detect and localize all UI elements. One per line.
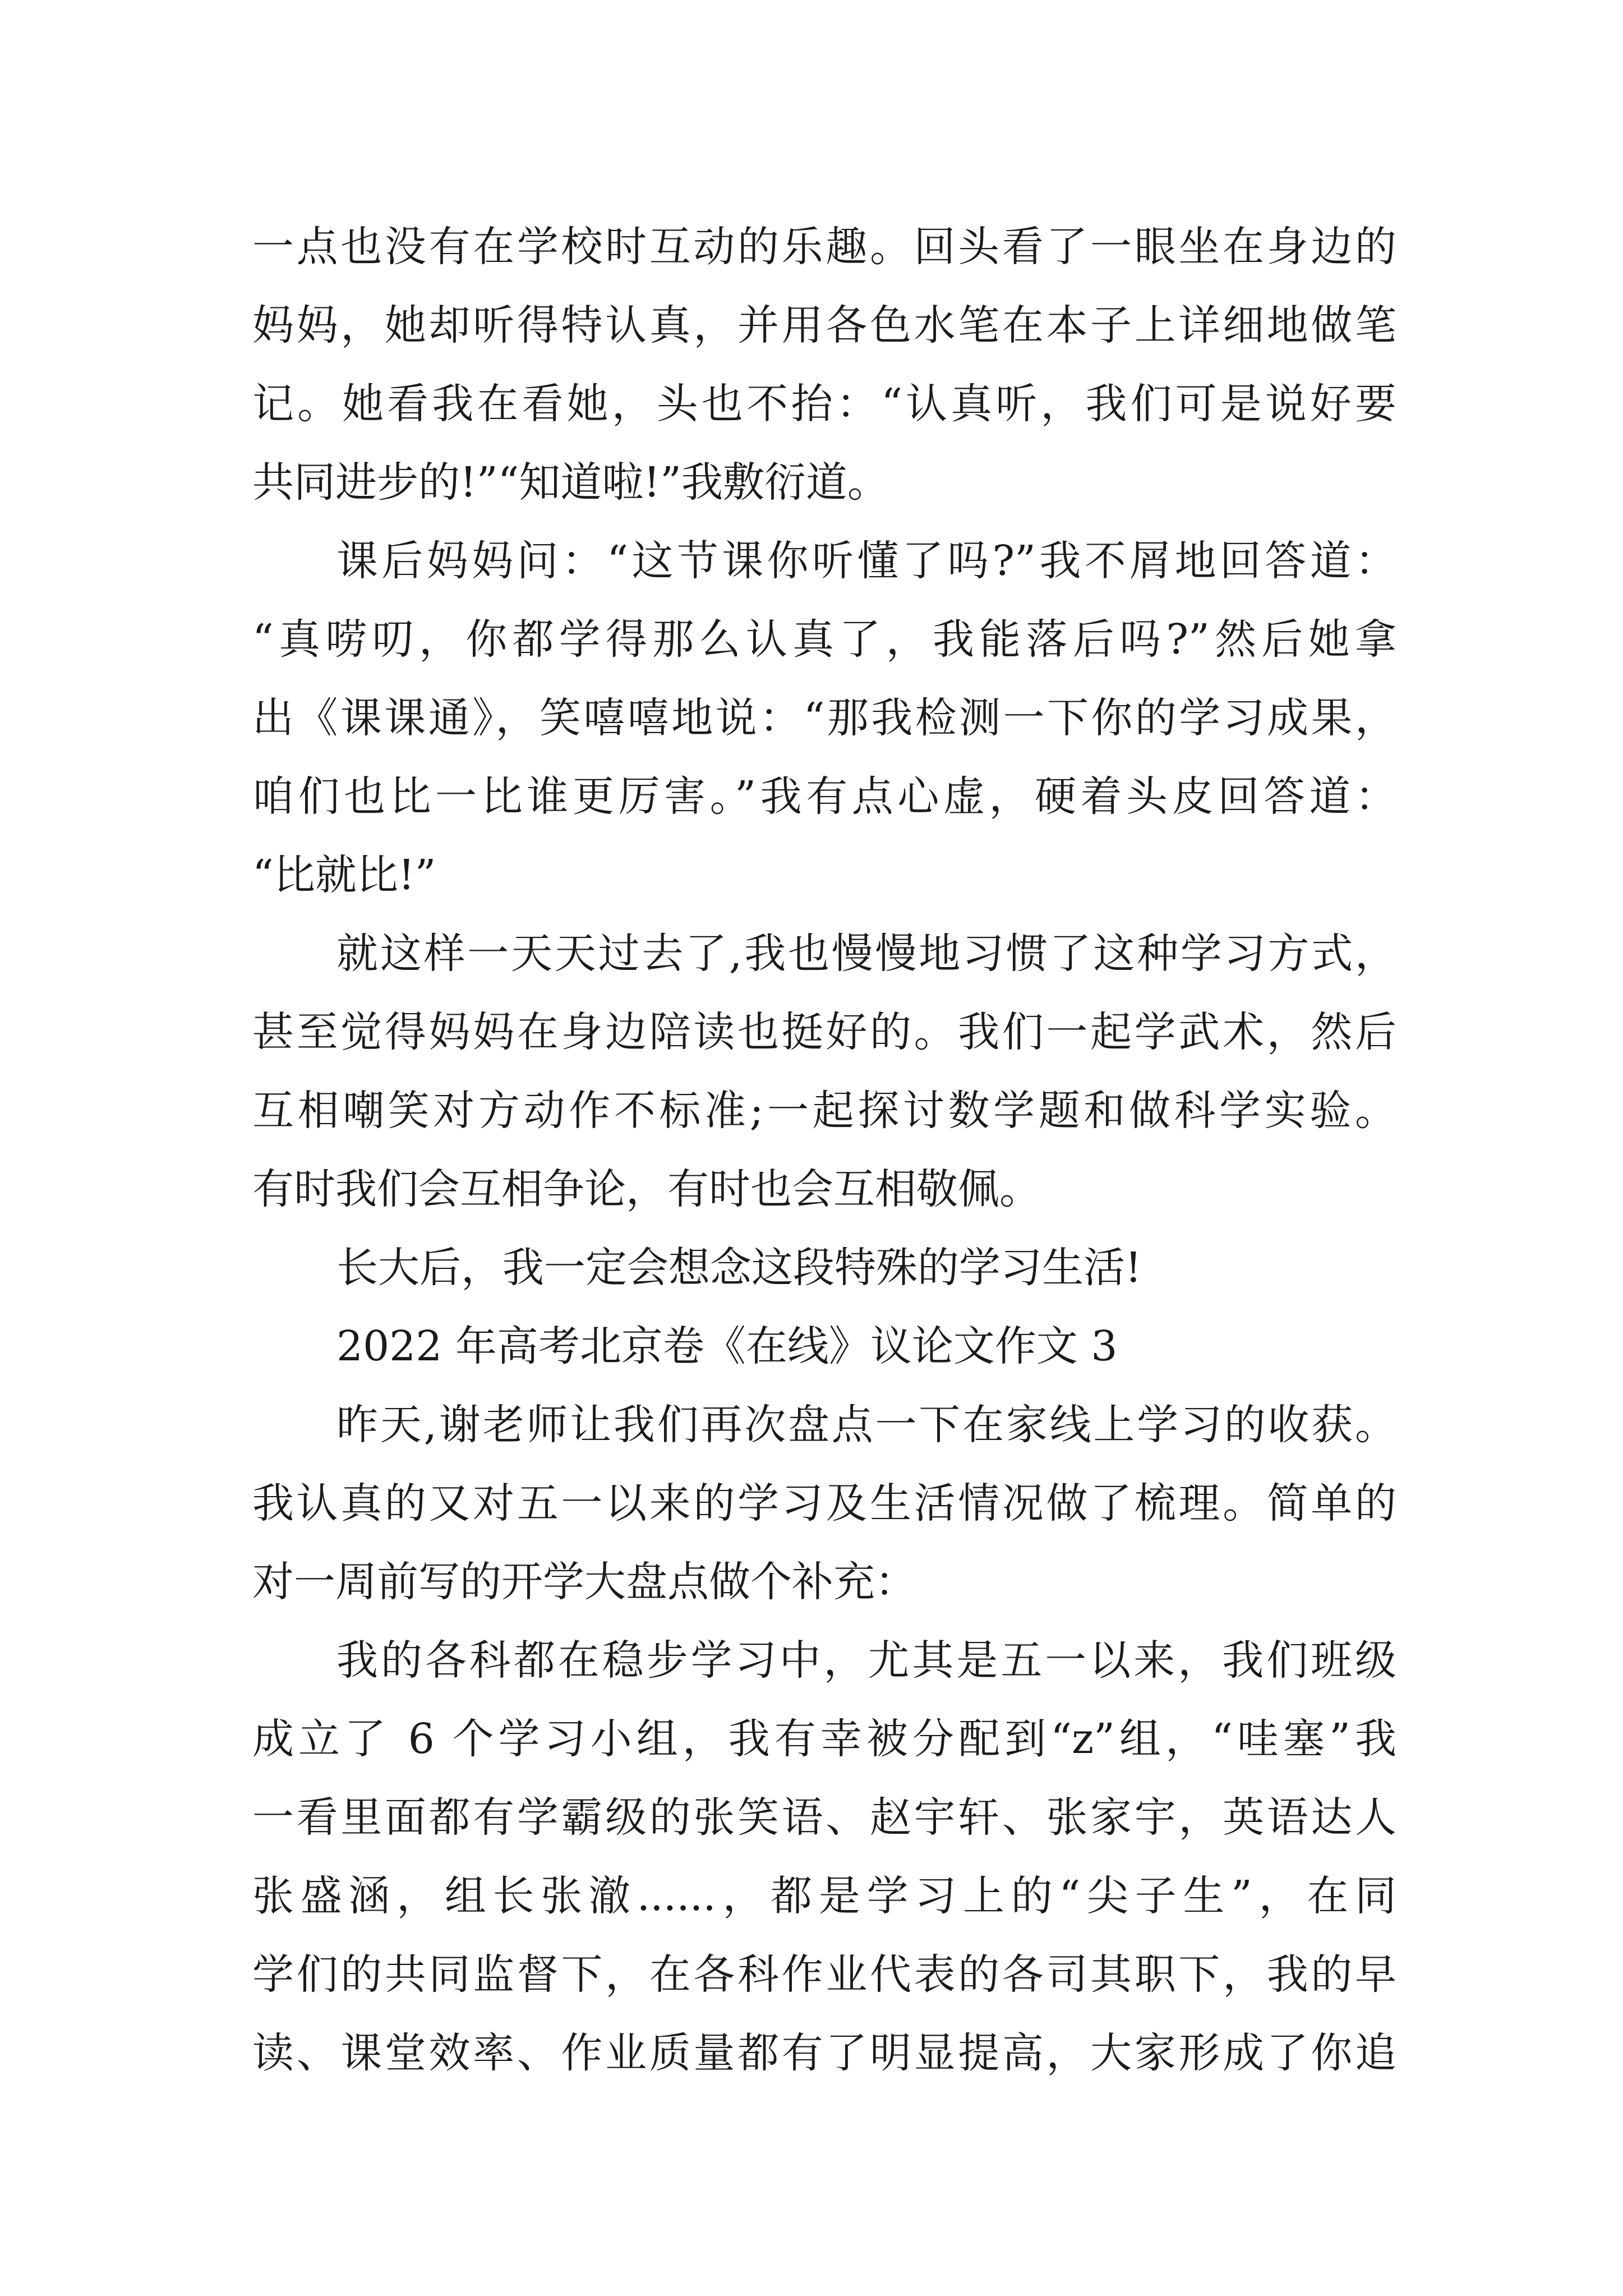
text-line: 就这样一天天过去了,我也慢慢地习惯了这种学习方式， (336, 930, 1396, 978)
text-line: 课后妈妈问：“这节课你听懂了吗?”我不屑地回答道： (336, 537, 1396, 585)
text-line: 我认真的又对五一以来的学习及生活情况做了梳理。简单的 (252, 1479, 1396, 1527)
text-line: 记。她看我在看她，头也不抬：“认真听，我们可是说好要 (252, 380, 1396, 428)
text-line: 一看里面都有学霸级的张笑语、赵宇轩、张家宇，英语达人 (252, 1793, 1396, 1842)
text-line: 昨天,谢老师让我们再次盘点一下在家线上学习的收获。 (336, 1401, 1396, 1449)
text-line: 长大后，我一定会想念这段特殊的学习生活! (336, 1244, 1142, 1292)
text-line: 咱们也比一比谁更厉害。”我有点心虚，硬着头皮回答道： (252, 772, 1396, 821)
text-line: 有时我们会互相争论，有时也会互相敬佩。 (252, 1165, 1041, 1213)
text-line: 出《课课通》，笑嘻嘻地说：“那我检测一下你的学习成果， (252, 694, 1396, 742)
text-line: 我的各科都在稳步学习中，尤其是五一以来，我们班级 (336, 1636, 1396, 1685)
text-line: 学们的共同监督下，在各科作业代表的各司其职下，我的早 (252, 1950, 1396, 1999)
text-line: 成立了 6 个学习小组，我有幸被分配到“z”组，“哇塞”我 (252, 1715, 1396, 1763)
text-line: 对一周前写的开学大盘点做个补充： (252, 1558, 916, 1606)
document-body (252, 208, 1396, 2092)
text-line: 读、课堂效率、作业质量都有了明显提高，大家形成了你追 (252, 2029, 1396, 2077)
text-line: “真唠叨，你都学得那么认真了，我能落后吗?”然后她拿 (252, 615, 1396, 664)
text-line: 张盛涵，组长张澈......，都是学习上的“尖子生”，在同 (252, 1872, 1396, 1920)
text-line: 一点也没有在学校时互动的乐趣。回头看了一眼坐在身边的 (252, 223, 1396, 271)
text-line: “比就比!” (252, 851, 436, 899)
text-line: 妈妈，她却听得特认真，并用各色水笔在本子上详细地做笔 (252, 301, 1396, 349)
text-line: 互相嘲笑对方动作不标准;一起探讨数学题和做科学实验。 (252, 1087, 1396, 1135)
section-heading: 2022 年高考北京卷《在线》议论文作文 3 (336, 1322, 1118, 1370)
text-line: 甚至觉得妈妈在身边陪读也挺好的。我们一起学武术，然后 (252, 1008, 1396, 1056)
text-line: 共同进步的!”“知道啦!”我敷衍道。 (252, 458, 889, 507)
